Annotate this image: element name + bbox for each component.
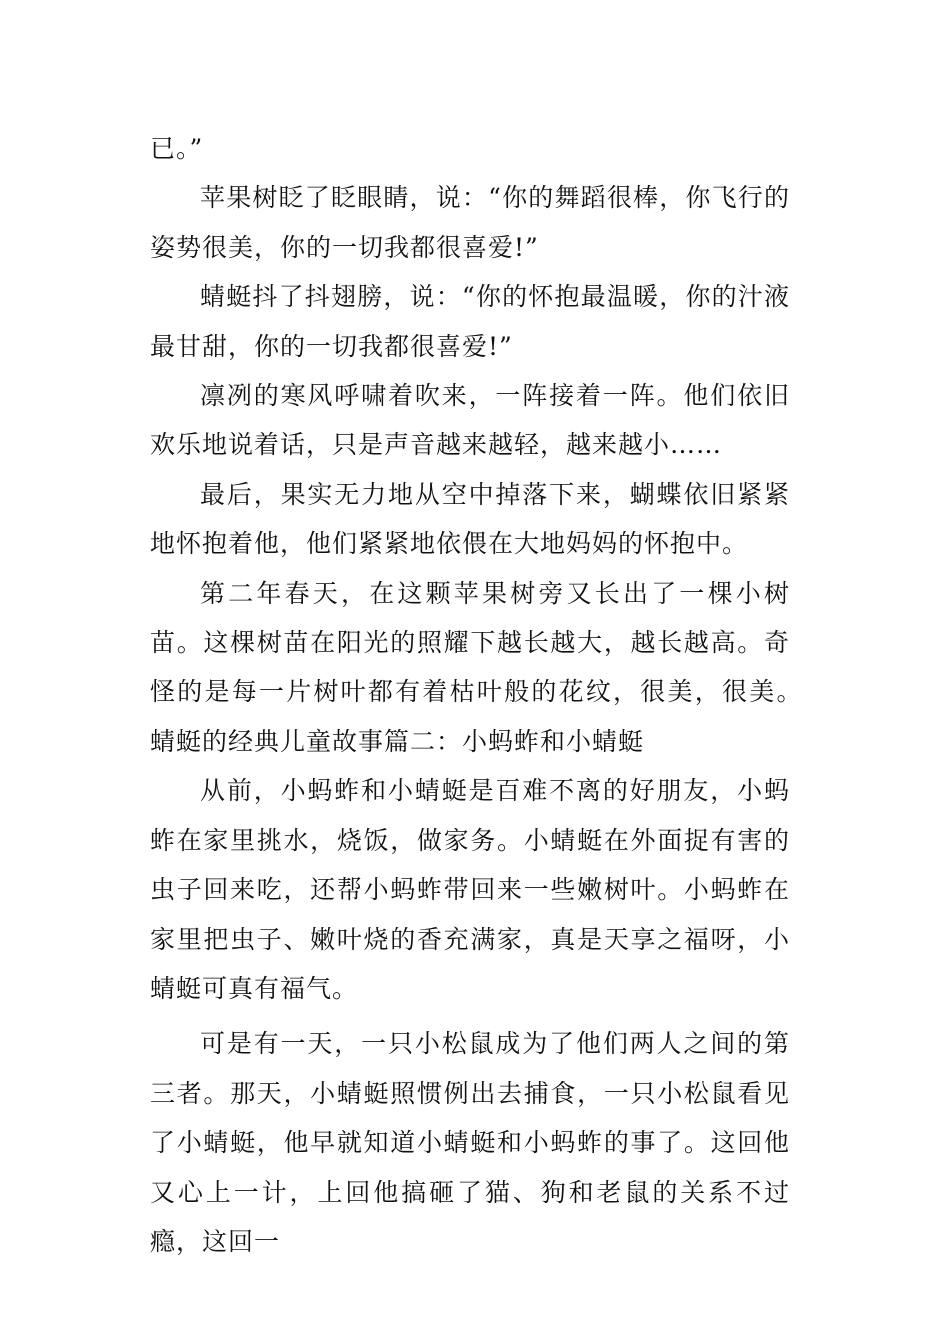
paragraph-continuation: 已。” [150, 134, 204, 163]
paragraph-squirrel: 可是有一天，一只小松鼠成为了他们两人之间的第三者。那天，小蜻蜓照惯例出去捕食，一只小松鼠看见了小蜻蜓，他早就知道小蜻蜓和小蚂蚱的事了。这回他又心上一计，上回他搞砸了猫、狗和老鼠的关系不过瘾，这回一 [150, 1029, 790, 1256]
paragraph-apple-tree-speaks: 苹果树眨了眨眼睛，说：“你的舞蹈很棒，你飞行的姿势很美，你的一切我都很喜爱!” [150, 183, 790, 262]
paragraph-dragonfly-speaks: 蜻蜓抖了抖翅膀，说：“你的怀抱最温暖，你的汁液最甘甜，你的一切我都很喜爱!” [150, 282, 790, 361]
story-text [150, 124, 843, 1266]
paragraph-cold-wind: 凛冽的寒风呼啸着吹来，一阵接着一阵。他们依旧欢乐地说着话，只是声音越来越轻，越来越小…… [150, 381, 790, 460]
paragraph-once-upon-time: 从前，小蚂蚱和小蜻蜓是百难不离的好朋友，小蚂蚱在家里挑水，烧饭，做家务。小蜻蜓在外面捉有害的虫子回来吃，还帮小蚂蚱带回来一些嫩树叶。小蚂蚱在家里把虫子、嫩叶烧的香充满家，真是天享之福呀，小蜻蜓可真有福气。 [150, 776, 790, 1003]
paragraph-next-spring: 第二年春天，在这颗苹果树旁又长出了一棵小树苗。这棵树苗在阳光的照耀下越长越大，越长越高。奇怪的是每一片树叶都有着枯叶般的花纹，很美，很美。 蜻蜓的经典儿童故事篇二：小蚂蚱和小蜻蜓 [150, 578, 843, 756]
paragraph-fruit-falls: 最后，果实无力地从空中掉落下来，蝴蝶依旧紧紧地怀抱着他，他们紧紧地依偎在大地妈妈的怀抱中。 [150, 479, 790, 559]
